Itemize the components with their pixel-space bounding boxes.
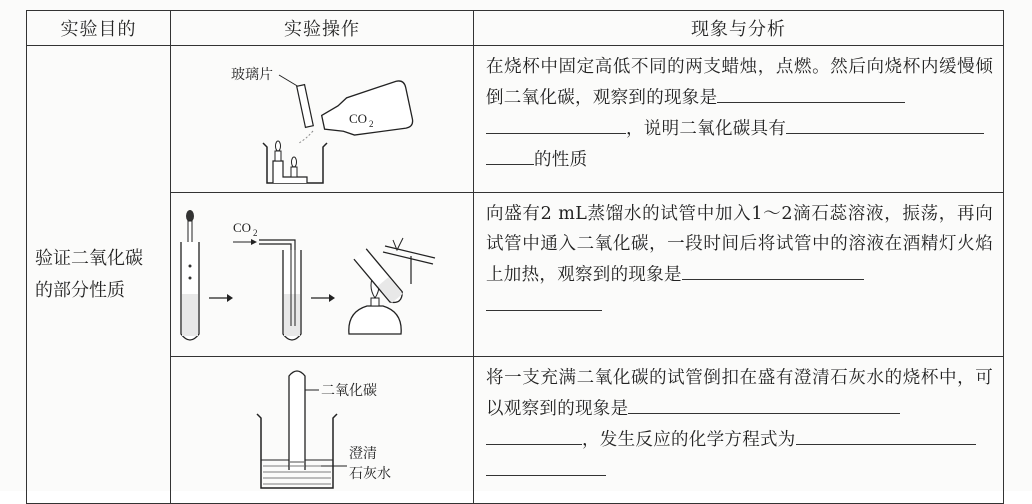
header-operation: 实验操作 xyxy=(171,11,474,46)
limewater-diagram xyxy=(171,358,473,498)
candle-beaker-diagram xyxy=(171,47,473,187)
dropper-bulb xyxy=(186,210,194,222)
co2-inlet-sub: 2 xyxy=(253,228,258,238)
analysis-cell-3 xyxy=(474,357,1004,504)
analysis-2-text-a: 向盛有2 mL蒸馏水的试管中加入1～2滴石蕊溶液，振荡，再向试管中通入二氧化碳，一段时间后将试管中的溶液在酒精灯火焰上加热，观察到的现象是 xyxy=(486,204,993,285)
analysis-1-text-b: ，说明二氧化碳具有 xyxy=(626,119,787,139)
answer-blank[interactable] xyxy=(628,393,900,414)
flame-high xyxy=(276,141,281,151)
glass-plate xyxy=(297,85,314,128)
answer-blank[interactable] xyxy=(796,424,976,445)
purpose-cell xyxy=(27,46,171,504)
inverted-test-tube xyxy=(289,371,305,470)
limewater-label-1: 澄清 xyxy=(349,446,377,462)
candle-beaker-figure-cell xyxy=(171,46,474,193)
answer-blank[interactable] xyxy=(486,144,534,165)
purpose-line-1: 验证二氧化碳 xyxy=(35,247,143,269)
table-row xyxy=(27,46,1004,193)
answer-blank[interactable] xyxy=(486,424,582,445)
candle-stand xyxy=(273,161,307,183)
answer-blank[interactable] xyxy=(486,290,602,311)
header-row xyxy=(27,11,1004,46)
litmus-figure-cell xyxy=(171,193,474,357)
header-purpose: 实验目的 xyxy=(27,11,171,46)
analysis-cell-1 xyxy=(474,46,1004,193)
limewater-figure-cell xyxy=(171,357,474,504)
analysis-1-text-a: 在烧杯中固定高低不同的两支蜡烛，点燃。然后向烧杯内缓慢倾倒二氧化碳，观察到的现象是 xyxy=(486,57,993,108)
arrow-1 xyxy=(227,294,233,302)
analysis-1-text-c: 的性质 xyxy=(534,150,588,170)
experiment-table xyxy=(26,10,1004,504)
alcohol-lamp xyxy=(349,306,401,334)
co2-bottle-label: CO xyxy=(349,111,368,126)
heated-test-tube xyxy=(354,249,405,306)
litmus-diagram xyxy=(171,194,473,351)
analysis-cell-2 xyxy=(474,193,1004,357)
answer-blank[interactable] xyxy=(486,455,606,476)
purpose-line-2: 的部分性质 xyxy=(35,279,125,301)
table-row xyxy=(27,357,1004,504)
limewater-label-2: 石灰水 xyxy=(349,466,391,482)
table-row xyxy=(27,193,1004,357)
arrow-2 xyxy=(329,294,335,302)
answer-blank[interactable] xyxy=(486,113,626,134)
flame-low xyxy=(292,157,297,167)
header-analysis: 现象与分析 xyxy=(474,11,1004,46)
analysis-3-text-b: ，发生反应的化学方程式为 xyxy=(582,430,796,450)
answer-blank[interactable] xyxy=(682,259,864,280)
analysis-3-text-a: 将一支充满二氧化碳的试管倒扣在盛有澄清石灰水的烧杯中，可以观察到的现象是 xyxy=(486,368,993,419)
co2-inlet-label: CO xyxy=(233,220,252,235)
glass-plate-label: 玻璃片 xyxy=(231,67,273,83)
answer-blank[interactable] xyxy=(717,82,905,103)
answer-blank[interactable] xyxy=(786,113,984,134)
co2-bottle-sub: 2 xyxy=(369,119,374,129)
co2-label: 二氧化碳 xyxy=(321,383,377,399)
